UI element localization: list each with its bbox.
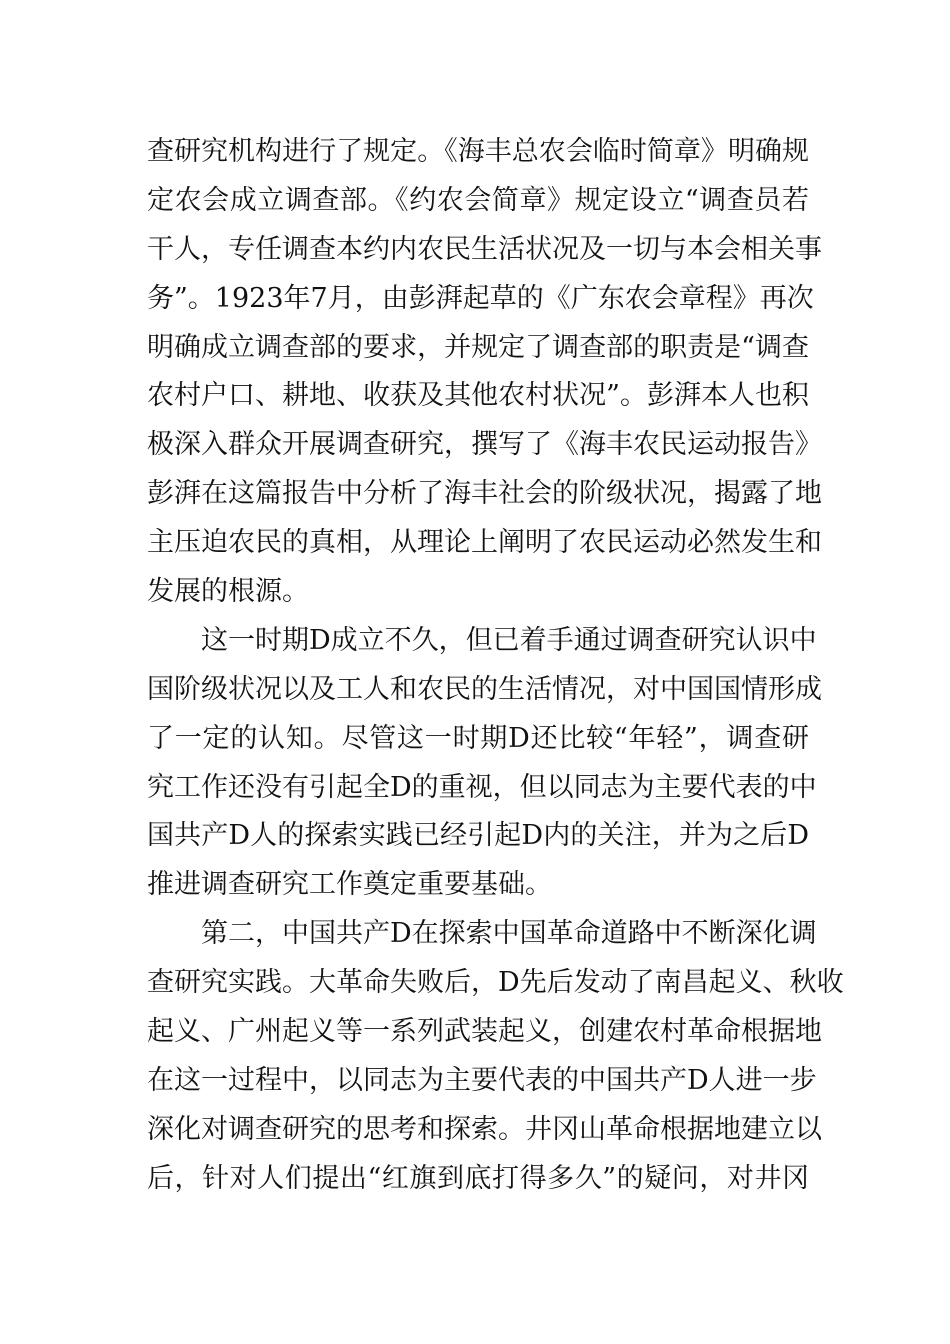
text-line: 务”。1923年7月，由彭湃起草的《广东农会章程》再次 — [147, 282, 814, 314]
text-line: 国共产D人的探索实践已经引起D内的关注，并为之后D — [147, 820, 809, 852]
text-line: 国阶级状况以及工人和农民的生活情况，对中国国情形成 — [147, 673, 822, 705]
text-line: 究工作还没有引起全D的重视，但以同志为主要代表的中 — [147, 771, 817, 803]
text-line: 查研究机构进行了规定。《海丰总农会临时简章》明确规 — [147, 136, 809, 167]
text-line: 彭湃在这篇报告中分析了海丰社会的阶级状况，揭露了地 — [147, 478, 822, 510]
text-line: 后，针对人们提出“红旗到底打得多久”的疑问，对井冈 — [147, 1162, 809, 1194]
text-line: 第二，中国共产D在探索中国革命道路中不断深化调 — [201, 918, 817, 950]
text-line: 起义、广州起义等一系列武装起义，创建农村革命根据地 — [147, 1016, 822, 1048]
text-line: 定农会成立调查部。《约农会简章》规定设立“调查员若 — [147, 184, 809, 216]
text-line: 主压迫农民的真相，从理论上阐明了农民运动必然发生和 — [147, 527, 822, 559]
text-line: 干人，专任调查本约内农民生活状况及一切与本会相关事 — [147, 233, 822, 265]
text-line: 明确成立调查部的要求，并规定了调查部的职责是“调查 — [147, 331, 809, 363]
text-line: 查研究实践。大革命失败后，D先后发动了南昌起义、秋收 — [147, 967, 844, 999]
body-text — [147, 128, 844, 1204]
text-line: 发展的根源。 — [147, 576, 309, 608]
text-line: 深化对调查研究的思考和探索。井冈山革命根据地建立以 — [147, 1113, 822, 1145]
text-line: 推进调查研究工作奠定重要基础。 — [147, 869, 552, 901]
text-line: 农村户口、耕地、收获及其他农村状况”。彭湃本人也积 — [147, 380, 809, 412]
text-line: 极深入群众开展调查研究，撰写了《海丰农民运动报告》 — [147, 429, 822, 461]
text-line: 在这一过程中，以同志为主要代表的中国共产D人进一步 — [147, 1064, 817, 1096]
text-line: 了一定的认知。尽管这一时期D还比较“年轻”，调查研 — [147, 722, 809, 754]
text-line: 这一时期D成立不久，但已着手通过调查研究认识中 — [201, 624, 817, 656]
